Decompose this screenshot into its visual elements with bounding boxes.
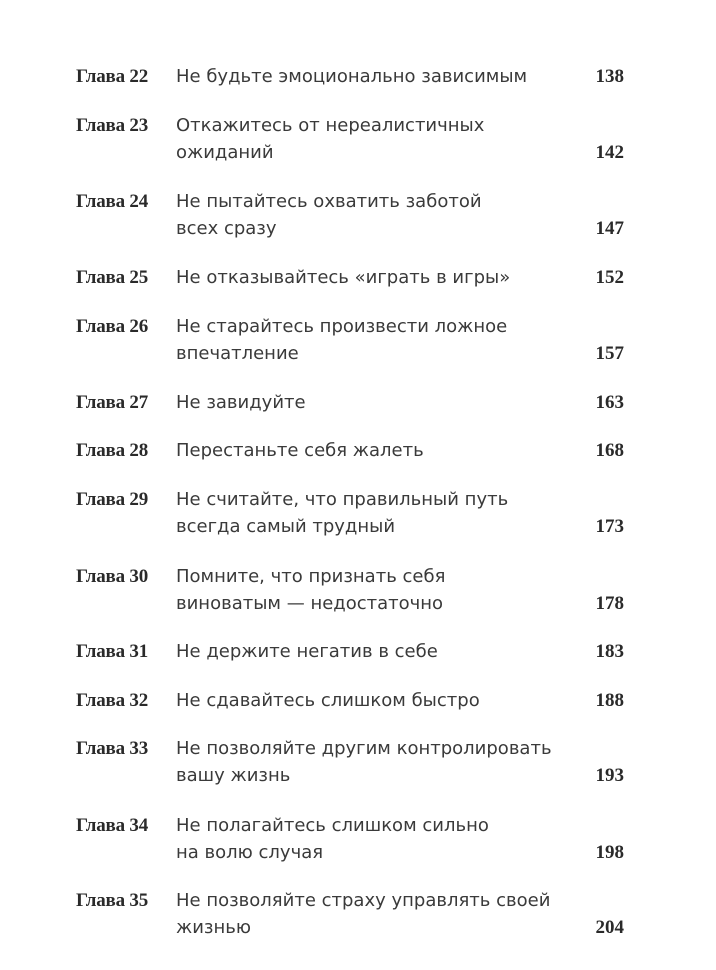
- chapter-title: [176, 437, 576, 464]
- chapter-title-line: ожиданий: [176, 142, 274, 163]
- chapter-label: Глава 23: [76, 115, 149, 136]
- chapter-label: Глава 31: [76, 641, 149, 662]
- chapter-title: [176, 389, 576, 416]
- chapter-label: Глава 32: [76, 690, 149, 711]
- chapter-title-line: Не позволяйте страху управлять своей: [176, 890, 551, 911]
- chapter-label: Глава 27: [76, 392, 149, 413]
- page-number: 152: [595, 267, 624, 288]
- chapter-title: [176, 687, 576, 714]
- chapter-title: [176, 63, 576, 90]
- page-number: 163: [595, 392, 624, 413]
- chapter-label: Глава 22: [76, 66, 149, 87]
- chapter-title: [176, 887, 576, 941]
- chapter-label: Глава 24: [76, 191, 149, 212]
- chapter-label: Глава 29: [76, 489, 149, 510]
- chapter-label: Глава 30: [76, 566, 149, 587]
- chapter-title-line: на волю случая: [176, 842, 324, 863]
- chapter-title-line: Не отказывайтесь «играть в игры»: [176, 267, 511, 288]
- chapter-title-line: Не сдавайтесь слишком быстро: [176, 690, 480, 711]
- chapter-title-line: Не старайтесь произвести ложное: [176, 316, 508, 337]
- chapter-title-line: Не держите негатив в себе: [176, 641, 438, 662]
- chapter-title-line: всегда самый трудный: [176, 516, 396, 537]
- chapter-title-line: всех сразу: [176, 218, 277, 239]
- chapter-title-line: Не пытайтесь охватить заботой: [176, 191, 482, 212]
- page-number: 147: [595, 218, 624, 239]
- chapter-title-line: Не завидуйте: [176, 392, 306, 413]
- chapter-label: Глава 25: [76, 267, 149, 288]
- chapter-label: Глава 28: [76, 440, 149, 461]
- chapter-title: [176, 638, 576, 665]
- chapter-title: [176, 735, 576, 789]
- chapter-label: Глава 26: [76, 316, 149, 337]
- chapter-title: [176, 812, 576, 866]
- chapter-title-line: Перестаньте себя жалеть: [176, 440, 424, 461]
- chapter-label: Глава 34: [76, 815, 149, 836]
- chapter-title-line: Не позволяйте другим контролировать: [176, 738, 552, 759]
- chapter-title-line: Помните, что признать себя: [176, 566, 446, 587]
- chapter-title: [176, 188, 576, 242]
- page-number: 183: [595, 641, 624, 662]
- chapter-title-line: виноватым — недостаточно: [176, 593, 444, 614]
- chapter-title-line: жизнью: [176, 917, 252, 938]
- chapter-title: [176, 563, 576, 617]
- chapter-title-line: Не будьте эмоционально зависимым: [176, 66, 528, 87]
- page-number: 138: [595, 66, 624, 87]
- chapter-title-line: Не считайте, что правильный путь: [176, 489, 509, 510]
- page-number: 178: [595, 593, 624, 614]
- chapter-title-line: Откажитесь от нереалистичных: [176, 115, 485, 136]
- page-number: 193: [595, 765, 624, 786]
- page-number: 204: [595, 917, 624, 938]
- chapter-title: [176, 112, 576, 166]
- page-number: 188: [595, 690, 624, 711]
- page-number: 142: [595, 142, 624, 163]
- chapter-title: [176, 486, 576, 540]
- chapter-title-line: Не полагайтесь слишком сильно: [176, 815, 489, 836]
- chapter-title-line: вашу жизнь: [176, 765, 291, 786]
- page-number: 173: [595, 516, 624, 537]
- page-number: 168: [595, 440, 624, 461]
- chapter-title: [176, 313, 576, 367]
- chapter-label: Глава 33: [76, 738, 149, 759]
- page-number: 157: [595, 343, 624, 364]
- chapter-label: Глава 35: [76, 890, 149, 911]
- chapter-title: [176, 264, 576, 291]
- page-number: 198: [595, 842, 624, 863]
- chapter-title-line: впечатление: [176, 343, 299, 364]
